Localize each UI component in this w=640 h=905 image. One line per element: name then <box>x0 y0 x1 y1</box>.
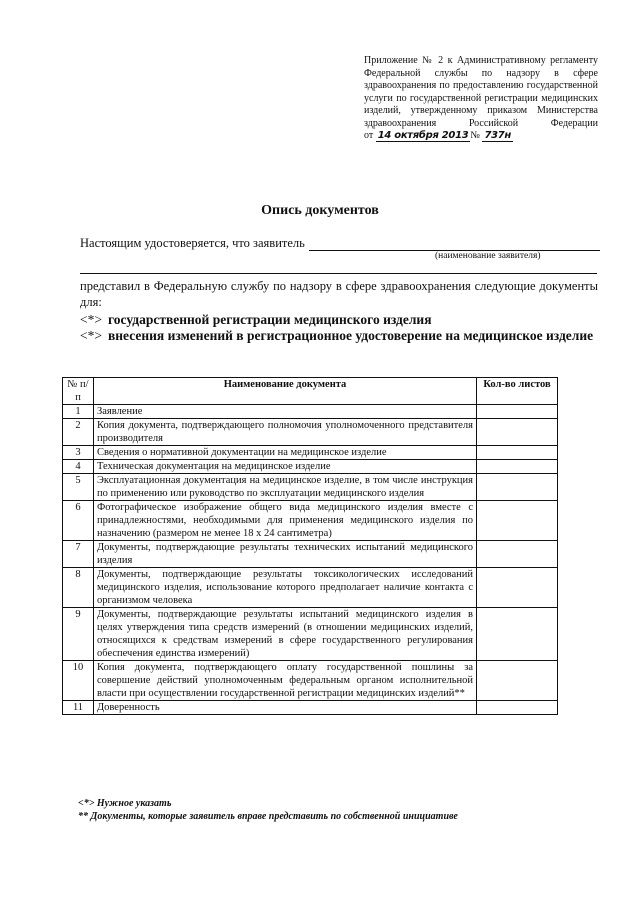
footnote-1: <*> Нужное указать <box>78 798 172 809</box>
table-row <box>63 501 558 541</box>
row-num: 4 <box>63 460 94 474</box>
row-num: 8 <box>63 568 94 608</box>
row-name: Техническая документация на медицинское изделие <box>94 460 477 474</box>
table-header-row <box>63 378 558 405</box>
row-num: 5 <box>63 474 94 501</box>
appendix-text: Приложение № 2 к Административному регламенту Федеральной службы по надзору в сфере здравоохранения по предоставлению государственной услуги по государственной регистрации медицинских изделий, утвержденному приказом Министерства здравоохранения Российской Федерации <box>364 55 598 129</box>
row-num: 3 <box>63 446 94 460</box>
option-label: внесения изменений в регистрационное удостоверение на медицинское изделие <box>107 328 594 343</box>
from-label: от <box>364 130 374 141</box>
row-count <box>477 501 558 541</box>
row-name: Копия документа, подтверждающего полномочия уполномоченного представителя производителя <box>94 419 477 446</box>
option-marker: <*> <box>80 328 102 343</box>
row-count <box>477 701 558 715</box>
handwritten-number: 737н <box>484 130 512 141</box>
table-row <box>63 419 558 446</box>
table-row <box>63 405 558 419</box>
certify-line <box>80 236 600 251</box>
option-label: государственной регистрации медицинского изделия <box>107 312 432 327</box>
table-row <box>63 541 558 568</box>
option-marker: <*> <box>80 312 102 327</box>
row-count <box>477 568 558 608</box>
footnotes <box>78 797 458 823</box>
row-num: 6 <box>63 501 94 541</box>
row-count <box>477 661 558 701</box>
row-name: Документы, подтверждающие результаты технических испытаний медицинского изделия <box>94 541 477 568</box>
row-count <box>477 405 558 419</box>
applicant-fill-line-2 <box>80 273 597 274</box>
table-row <box>63 701 558 715</box>
row-name: Документы, подтверждающие результаты токсикологических исследований медицинского изделия, использование которого предполагает наличие контакта с организмом человека <box>94 568 477 608</box>
row-name: Копия документа, подтверждающего оплату государственной пошлины за совершение действий уполномоченным федеральным органом исполнительной власти при осуществлении государственной регистрации медицинских изделий** <box>94 661 477 701</box>
table-row <box>63 661 558 701</box>
row-num: 1 <box>63 405 94 419</box>
option-registration <box>80 311 600 328</box>
row-count <box>477 541 558 568</box>
table-row <box>63 608 558 661</box>
row-name: Доверенность <box>94 701 477 715</box>
row-name: Заявление <box>94 405 477 419</box>
presented-text: представил в Федеральную службу по надзору в сфере здравоохранения следующие документы для: <box>80 279 598 309</box>
page-title: Опись документов <box>261 203 379 218</box>
row-count <box>477 446 558 460</box>
applicant-hint: (наименование заявителя) <box>435 251 541 261</box>
certify-text: Настоящим удостоверяется, что заявитель <box>80 236 305 250</box>
row-name: Эксплуатационная документация на медицинское изделие, в том числе инструкция по применению или руководство по эксплуатации медицинского изделия <box>94 474 477 501</box>
documents-table <box>62 377 558 715</box>
row-count <box>477 460 558 474</box>
row-name: Фотографическое изображение общего вида медицинского изделия вместе с принадлежностями, необходимыми для применения медицинского изделия по назначению (размером не менее 18 х 24 сантиметра) <box>94 501 477 541</box>
appendix-date-line <box>364 130 598 143</box>
header-name: Наименование документа <box>94 378 477 405</box>
footnote-2: ** Документы, которые заявитель вправе представить по собственной инициативе <box>78 811 458 822</box>
row-name: Документы, подтверждающие результаты испытаний медицинского изделия в целях утверждения типа средств измерений (в отношении медицинских изделий, относящихся к средствам измерений в сфере государственного регулирования обеспечения единства измерений) <box>94 608 477 661</box>
appendix-block <box>364 55 598 143</box>
header-num: № п/п <box>63 378 94 405</box>
row-count <box>477 474 558 501</box>
row-count <box>477 419 558 446</box>
number-label: № <box>470 130 480 141</box>
table-row <box>63 474 558 501</box>
table-row <box>63 460 558 474</box>
row-num: 10 <box>63 661 94 701</box>
row-num: 11 <box>63 701 94 715</box>
table-row <box>63 568 558 608</box>
applicant-fill-line <box>309 238 600 251</box>
row-name: Сведения о нормативной документации на медицинское изделие <box>94 446 477 460</box>
row-count <box>477 608 558 661</box>
row-num: 9 <box>63 608 94 661</box>
handwritten-date: 14 октября 2013 <box>377 130 469 141</box>
row-num: 7 <box>63 541 94 568</box>
header-count: Кол-во листов <box>477 378 558 405</box>
option-changes <box>80 327 600 344</box>
table-row <box>63 446 558 460</box>
row-num: 2 <box>63 419 94 446</box>
